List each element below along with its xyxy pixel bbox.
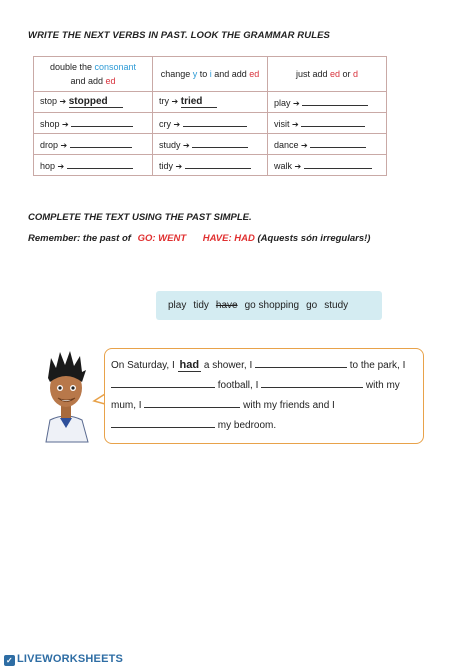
table-row (34, 155, 387, 176)
table-row (34, 134, 387, 155)
exercise-1-title: WRITE THE NEXT VERBS IN PAST. LOOK THE GRAMMAR RULES (28, 30, 330, 41)
table-row (34, 92, 387, 113)
answer-field[interactable] (70, 138, 132, 148)
answer-field[interactable] (67, 159, 133, 169)
text-line-3: mum, I with my friends and I (111, 400, 335, 411)
answer-field[interactable] (185, 159, 251, 169)
arrow-icon: ➔ (59, 97, 67, 106)
answer-field[interactable] (261, 378, 363, 388)
verb-cell: dance ➔ (268, 134, 387, 155)
header-double-consonant: double the consonant and add ed (34, 57, 153, 92)
verb-cell: shop ➔ (34, 113, 153, 134)
speech-bubble (104, 348, 424, 444)
header-just-add: just add ed or d (268, 57, 387, 92)
boy-illustration (36, 348, 98, 446)
liveworksheets-logo: ✓ LIVEWORKSHEETS (4, 653, 123, 666)
verb-cell: hop ➔ (34, 155, 153, 176)
exercise-2-title: COMPLETE THE TEXT USING THE PAST SIMPLE. (28, 212, 252, 223)
verb-cell: tidy ➔ (153, 155, 268, 176)
word-study: study (324, 300, 349, 311)
answer-field[interactable] (302, 96, 368, 106)
answer-had[interactable]: had (179, 359, 200, 371)
verb-cell: visit ➔ (268, 113, 387, 134)
verb-cell: stop ➔ stopped (34, 92, 153, 113)
verb-cell: try ➔ tried (153, 92, 268, 113)
answer-field[interactable] (304, 159, 372, 169)
word-go-shopping: go shopping (244, 300, 300, 311)
word-have: have (215, 300, 238, 311)
answer-field[interactable]: tried (181, 96, 217, 108)
answer-field[interactable]: stopped (69, 96, 123, 108)
arrow-icon: ➔ (183, 141, 190, 150)
answer-field[interactable] (144, 398, 240, 408)
table-header-row (34, 57, 387, 92)
remember-note: Remember: the past of GO: WENT HAVE: HAD (Aquests són irregulars!) (28, 233, 371, 244)
arrow-icon: ➔ (171, 97, 179, 106)
text-line-2: football, I with my (111, 376, 423, 396)
word-bank (156, 291, 382, 320)
verb-cell: cry ➔ (153, 113, 268, 134)
answer-field[interactable] (71, 117, 133, 127)
word-play: play (168, 300, 187, 311)
text-line-4: my bedroom. (111, 416, 423, 436)
answer-field[interactable] (310, 138, 366, 148)
verbs-table (33, 56, 387, 176)
verb-cell: walk ➔ (268, 155, 387, 176)
arrow-icon: ➔ (301, 141, 308, 150)
answer-field[interactable] (301, 117, 365, 127)
arrow-icon: ➔ (60, 141, 68, 150)
word-go: go (306, 300, 318, 311)
arrow-icon: ➔ (173, 120, 181, 129)
answer-field[interactable] (192, 138, 248, 148)
arrow-icon: ➔ (294, 162, 302, 171)
answer-field[interactable] (183, 117, 247, 127)
table-row (34, 113, 387, 134)
arrow-icon: ➔ (62, 120, 69, 129)
verb-cell: study ➔ (153, 134, 268, 155)
answer-field[interactable] (255, 358, 347, 368)
word-tidy: tidy (193, 300, 209, 311)
answer-field[interactable] (111, 418, 215, 428)
text-line-1: On Saturday, I had a shower, I to the park, I (111, 359, 406, 371)
arrow-icon: ➔ (57, 162, 65, 171)
arrow-icon: ➔ (293, 99, 300, 108)
logo-icon: ✓ (4, 655, 15, 666)
verb-cell: drop ➔ (34, 134, 153, 155)
arrow-icon: ➔ (292, 120, 299, 129)
answer-field[interactable] (111, 378, 215, 388)
verb-cell: play ➔ (268, 92, 387, 113)
arrow-icon: ➔ (175, 162, 183, 171)
header-change-y: change y to i and add ed (153, 57, 268, 92)
